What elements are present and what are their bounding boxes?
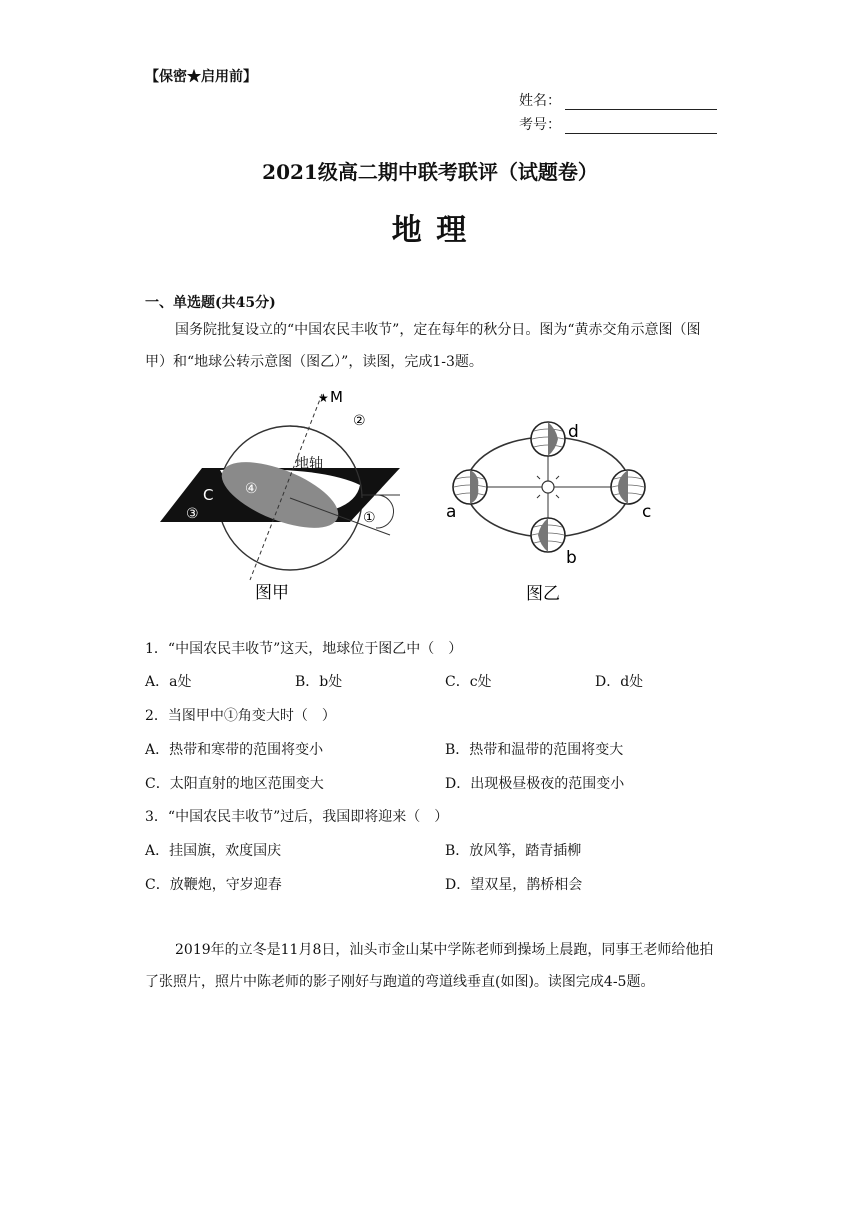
question-1-stem: 1．“中国农民丰收节”这天，地球位于图乙中（ ） [145,641,463,657]
section1-intro: 国务院批复设立的“中国农民丰收节”，定在每年的秋分日。图为“黄赤交角示意图（图甲）和“地球公转示意图（图乙）”，读图，完成1-3题。 [145,322,701,370]
question-3-option-b[interactable]: B．放风筝，踏青插柳 [445,843,582,859]
earth-position-a [453,470,487,504]
name-field[interactable] [519,90,717,110]
question-2-stem: 2．当图甲中①角变大时（ ） [145,708,336,724]
exam-id-blank-line[interactable] [565,119,717,134]
section-heading: 一、单选题(共45分) [145,295,276,311]
question-1-option-c[interactable]: C．c处 [445,674,492,690]
exam-id-field[interactable] [519,114,717,134]
question-2-option-b[interactable]: B．热带和温带的范围将变大 [445,742,624,758]
exam-title: 2021级高二期中联考联评（试题卷） [262,160,598,184]
earth-position-d [531,422,565,456]
question-2-option-a[interactable]: A．热带和寒带的范围将变小 [145,742,324,758]
question-2-option-d[interactable]: D．出现极昼极夜的范围变小 [445,776,625,792]
name-blank-line[interactable] [565,95,717,110]
caption-yi: 图乙 [526,584,560,604]
figure-yi [440,405,680,610]
label-axis: 地轴 [295,456,323,472]
label-d: d [568,422,579,442]
label-m: M [330,388,343,406]
exam-id-label: 考号： [519,117,561,133]
label-2: ② [353,413,366,429]
question-3-option-c[interactable]: C．放鞭炮，守岁迎春 [145,877,282,893]
question-3-stem: 3．“中国农民丰收节”过后，我国即将迎来（ ） [145,809,449,825]
angle-arc [376,495,394,528]
question-1-option-a[interactable]: A．a处 [145,674,192,690]
earth-position-b [531,518,565,552]
question-1-option-d[interactable]: D．d处 [595,674,644,690]
subject-title: 地 理 [391,213,469,248]
label-a: a [446,502,457,522]
label-c: C [203,486,214,504]
label-4: ④ [245,481,258,497]
star-icon: ★ [318,391,329,405]
question-1-option-b[interactable]: B．b处 [295,674,343,690]
name-label: 姓名： [519,93,561,109]
caption-jia: 图甲 [255,583,289,603]
label-1: ① [363,510,376,526]
label-3: ③ [186,506,199,522]
section2-intro: 2019年的立冬是11月8日，汕头市金山某中学陈老师到操场上晨跑，同事王老师给他拍了张照片，照片中陈老师的影子刚好与跑道的弯道线垂直(如图)。读图完成4-5题。 [145,942,714,990]
question-3-option-d[interactable]: D．望双星，鹊桥相会 [445,877,583,893]
confidential-label: 【保密★启用前】 [145,69,257,85]
earth-position-c [611,470,645,504]
figure-jia [150,380,420,610]
equatorial-plane [213,449,347,542]
label-c: c [642,502,652,522]
question-2-option-c[interactable]: C．太阳直射的地区范围变大 [145,776,324,792]
label-b: b [566,548,577,568]
question-3-option-a[interactable]: A．挂国旗，欢度国庆 [145,843,282,859]
